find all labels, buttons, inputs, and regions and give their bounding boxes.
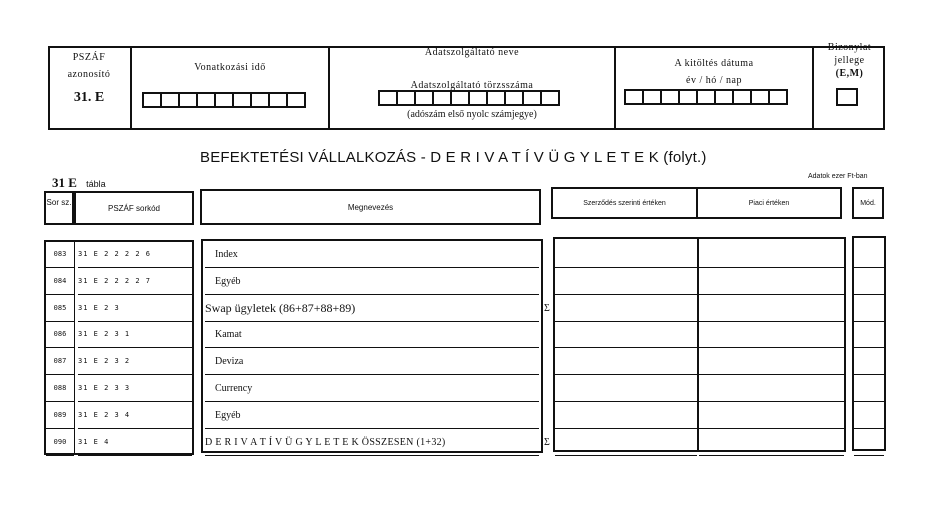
- col-header-szerzodes: Szerződés szerinti értéken: [551, 187, 698, 219]
- provider-reg-label: Adatszolgáltató törzsszáma: [410, 80, 534, 91]
- row-value-contract: [555, 241, 697, 268]
- row-name: Egyéb: [205, 268, 539, 295]
- row-mod: [854, 268, 884, 295]
- table-word: tábla: [86, 179, 106, 189]
- row-value-contract: [555, 321, 697, 348]
- row-number: 084: [46, 268, 74, 295]
- period-label: Vonatkozási idő: [194, 62, 266, 73]
- col-header-sorkod: PSZÁF sorkód: [74, 191, 194, 225]
- row-mod: [854, 375, 884, 402]
- row-code: 31 E 2 2 2 2 7: [78, 268, 192, 295]
- fill-date-label: A kitöltés dátuma: [674, 58, 754, 69]
- row-value-market: [699, 429, 844, 456]
- row-value-contract: [555, 429, 697, 456]
- units-note: Adatok ezer Ft-ban: [808, 173, 868, 180]
- row-value-market: [699, 348, 844, 375]
- row-mod: [854, 348, 884, 375]
- row-value-contract: [555, 268, 697, 295]
- doc-type-label-2: jellege: [834, 55, 865, 66]
- doc-type-cell: [814, 40, 885, 120]
- row-code: 31 E 2 3 3: [78, 375, 192, 402]
- provider-name-label: Adatszolgáltató neve: [424, 47, 520, 58]
- row-code: 31 E 2 3 2: [78, 348, 192, 375]
- pszaf-label-2: azonosító: [67, 69, 111, 80]
- row-number: 089: [46, 402, 74, 429]
- sor-divider: [74, 240, 75, 455]
- row-value-market: [699, 321, 844, 348]
- provider-cell: [330, 46, 616, 130]
- fill-date-cell: [616, 46, 814, 130]
- row-code: 31 E 4: [78, 429, 192, 456]
- table-code: [52, 175, 106, 191]
- row-number: 083: [46, 241, 74, 268]
- row-name: Currency: [205, 375, 539, 402]
- col-header-piaci: Piaci értéken: [696, 187, 842, 219]
- row-name: Swap ügyletek (86+87+88+89): [205, 295, 539, 322]
- row-code: 31 E 2 2 2 2 6: [78, 241, 192, 268]
- row-value-contract: [555, 375, 697, 402]
- pszaf-code: 31. E: [73, 90, 105, 105]
- row-sigma: Σ: [544, 303, 550, 314]
- fill-date-input-boxes[interactable]: [624, 89, 786, 105]
- col-header-mod: Mód.: [852, 187, 884, 219]
- row-value-market: [699, 241, 844, 268]
- row-mod: [854, 241, 884, 268]
- period-cell: [132, 46, 330, 130]
- row-number: 086: [46, 321, 74, 348]
- row-sigma: Σ: [544, 437, 550, 448]
- col-header-sor: Sor sz.: [44, 191, 74, 225]
- doc-type-label: Bizonylat: [827, 42, 872, 53]
- row-number: 087: [46, 348, 74, 375]
- row-value-market: [699, 402, 844, 429]
- row-code: 31 E 2 3: [78, 295, 192, 322]
- row-value-market: [699, 375, 844, 402]
- pszaf-label: PSZÁF: [72, 52, 106, 63]
- row-number: 090: [46, 429, 74, 456]
- row-mod: [854, 402, 884, 429]
- row-code: 31 E 2 3 4: [78, 402, 192, 429]
- row-value-contract: [555, 402, 697, 429]
- provider-reg-input-boxes[interactable]: [378, 90, 558, 106]
- table-code-value: 31 E: [52, 175, 77, 190]
- row-name: Deviza: [205, 348, 539, 375]
- row-value-market: [699, 295, 844, 322]
- doc-type-options: (E,M): [835, 68, 864, 79]
- row-mod: [854, 321, 884, 348]
- row-name: Egyéb: [205, 402, 539, 429]
- col-header-megnevezes: Megnevezés: [200, 189, 541, 225]
- doc-type-input-box[interactable]: [836, 88, 858, 106]
- row-value-market: [699, 268, 844, 295]
- page-title: BEFEKTETÉSI VÁLLALKOZÁS - D E R I V A T Í V Ü G Y L E T E K (folyt.): [200, 149, 707, 166]
- row-mod: [854, 295, 884, 322]
- fill-date-format: év / hó / nap: [686, 75, 742, 86]
- row-value-contract: [555, 348, 697, 375]
- provider-reg-note: (adószám első nyolc számjegye): [407, 109, 537, 120]
- row-code: 31 E 2 3 1: [78, 321, 192, 348]
- row-number: 085: [46, 295, 74, 322]
- period-input-boxes[interactable]: [142, 92, 304, 108]
- row-mod: [854, 429, 884, 456]
- pszaf-id-cell: [48, 46, 132, 130]
- row-name: Kamat: [205, 321, 539, 348]
- row-name: D E R I V A T Í V Ü G Y L E T E K ÖSSZESEN (1+32): [205, 429, 539, 456]
- row-name: Index: [205, 241, 539, 268]
- row-number: 088: [46, 375, 74, 402]
- row-value-contract: [555, 295, 697, 322]
